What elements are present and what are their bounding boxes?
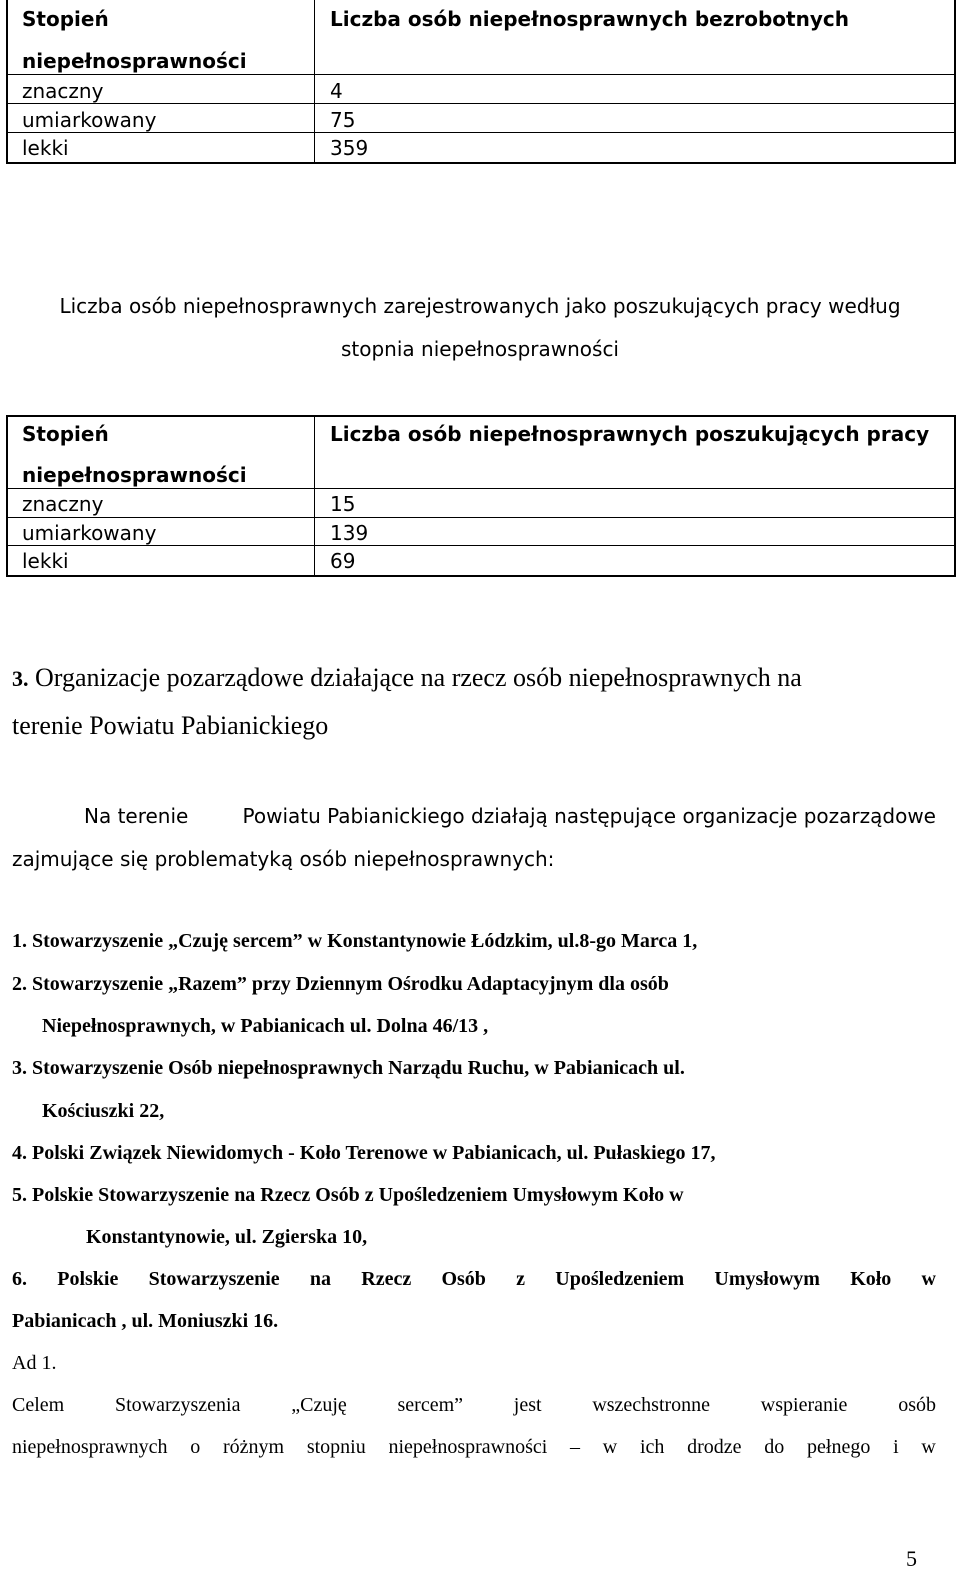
word: drodze	[687, 1436, 742, 1458]
word: Upośledzeniem	[555, 1268, 685, 1290]
table-cell: znaczny	[22, 492, 104, 516]
word: Rzecz	[361, 1268, 412, 1290]
table2-header-degree-cont: niepełnosprawności	[22, 463, 247, 487]
word: Koło	[850, 1268, 892, 1290]
table2-caption-line1: Liczba osób niepełnosprawnych zarejestrowanych jako poszukujących pracy według	[59, 294, 901, 318]
table1-header-degree: Stopień	[22, 7, 109, 31]
word: Polskie	[57, 1268, 119, 1290]
ad1-line2	[12, 1436, 936, 1459]
org-item-6	[12, 1268, 936, 1291]
section-heading	[12, 663, 802, 693]
word: w	[921, 1436, 936, 1458]
page-number: 5	[906, 1546, 917, 1571]
org-item-3-cont: Kościuszki 22,	[42, 1100, 165, 1122]
word: z	[516, 1268, 526, 1290]
word: Celem	[12, 1394, 65, 1416]
table-rule	[8, 103, 954, 104]
word: i	[893, 1436, 899, 1458]
intro-line1	[84, 804, 936, 828]
table-unemployed	[6, 0, 956, 164]
table1-header-degree-cont: niepełnosprawności	[22, 49, 247, 73]
word: 6.	[12, 1268, 27, 1290]
org-item-5: 5. Polskie Stowarzyszenie na Rzecz Osób z Upośledzeniem Umysłowym Koło w	[12, 1184, 684, 1206]
table-cell: znaczny	[22, 79, 104, 103]
org-item-4: 4. Polski Związek Niewidomych - Koło Terenowe w Pabianicach, ul. Pułaskiego 17,	[12, 1142, 716, 1164]
table1-header-count: Liczba osób niepełnosprawnych bezrobotnych	[330, 7, 849, 31]
table-rule	[8, 517, 954, 518]
table-cell: umiarkowany	[22, 108, 157, 132]
table-rule	[8, 488, 954, 489]
word: o	[190, 1436, 201, 1458]
table-cell: 15	[330, 492, 356, 516]
word: do	[764, 1436, 785, 1458]
table-rule	[8, 545, 954, 546]
table-cell: lekki	[22, 549, 69, 573]
org-item-1: 1. Stowarzyszenie „Czuję sercem” w Konstantynowie Łódzkim, ul.8-go Marca 1,	[12, 930, 698, 952]
word: Osób	[441, 1268, 486, 1290]
word: niepełnosprawnych	[12, 1436, 168, 1458]
table2-header-count: Liczba osób niepełnosprawnych poszukujących pracy	[330, 422, 930, 446]
table-cell: lekki	[22, 136, 69, 160]
table2-header-degree: Stopień	[22, 422, 109, 446]
table-cell: 4	[330, 79, 343, 103]
table2-caption-line2: stopnia niepełnosprawności	[340, 337, 619, 361]
org-item-2: 2. Stowarzyszenie „Razem” przy Dziennym Ośrodku Adaptacyjnym dla osób	[12, 973, 669, 995]
word: różnym	[222, 1436, 285, 1458]
word: Stowarzyszenie	[148, 1268, 280, 1290]
table-cell: 139	[330, 521, 369, 545]
word: w	[602, 1436, 618, 1458]
org-item-6-cont: Pabianicach , ul. Moniuszki 16.	[12, 1310, 279, 1332]
word: ich	[639, 1436, 665, 1458]
table-rule	[8, 132, 954, 133]
intro-line2: zajmujące się problematyką osób niepełnosprawnych:	[12, 847, 555, 871]
word: pełnego	[807, 1436, 871, 1458]
word: stopniu	[306, 1436, 366, 1458]
word: niepełnosprawności	[388, 1436, 548, 1458]
word: Stowarzyszenia	[114, 1394, 241, 1416]
org-item-2-cont: Niepełnosprawnych, w Pabianicach ul. Dolna 46/13 ,	[42, 1015, 489, 1037]
word: w	[921, 1268, 936, 1290]
table-divider	[314, 417, 315, 575]
table-jobseekers	[6, 415, 956, 577]
intro-text: Powiatu Pabianickiego działają następujące organizacje pozarządowe	[242, 804, 936, 828]
ad1-line1	[12, 1394, 936, 1417]
intro-text: Na terenie	[84, 804, 189, 828]
word: osób	[898, 1394, 936, 1416]
word: na	[309, 1268, 332, 1290]
table-cell: 69	[330, 549, 356, 573]
word: sercem”	[397, 1394, 464, 1416]
word: Umysłowym	[714, 1268, 820, 1290]
word: jest	[513, 1394, 542, 1416]
word: wspieranie	[760, 1394, 848, 1416]
table-divider	[314, 0, 315, 162]
word: wszechstronne	[592, 1394, 711, 1416]
org-item-3: 3. Stowarzyszenie Osób niepełnosprawnych Narządu Ruchu, w Pabianicach ul.	[12, 1057, 685, 1079]
ad1-label: Ad 1.	[12, 1352, 57, 1374]
table-cell: umiarkowany	[22, 521, 157, 545]
section-title-line2: terenie Powiatu Pabianickiego	[12, 711, 329, 740]
word: –	[570, 1436, 581, 1458]
table-cell: 359	[330, 136, 369, 160]
word: „Czuję	[291, 1394, 347, 1416]
section-number: 3.	[12, 666, 29, 691]
section-title-line1: Organizacje pozarządowe działające na rzecz osób niepełnosprawnych na	[35, 663, 802, 692]
org-item-5-cont: Konstantynowie, ul. Zgierska 10,	[86, 1226, 368, 1248]
table-cell: 75	[330, 108, 356, 132]
table-rule	[8, 74, 954, 75]
